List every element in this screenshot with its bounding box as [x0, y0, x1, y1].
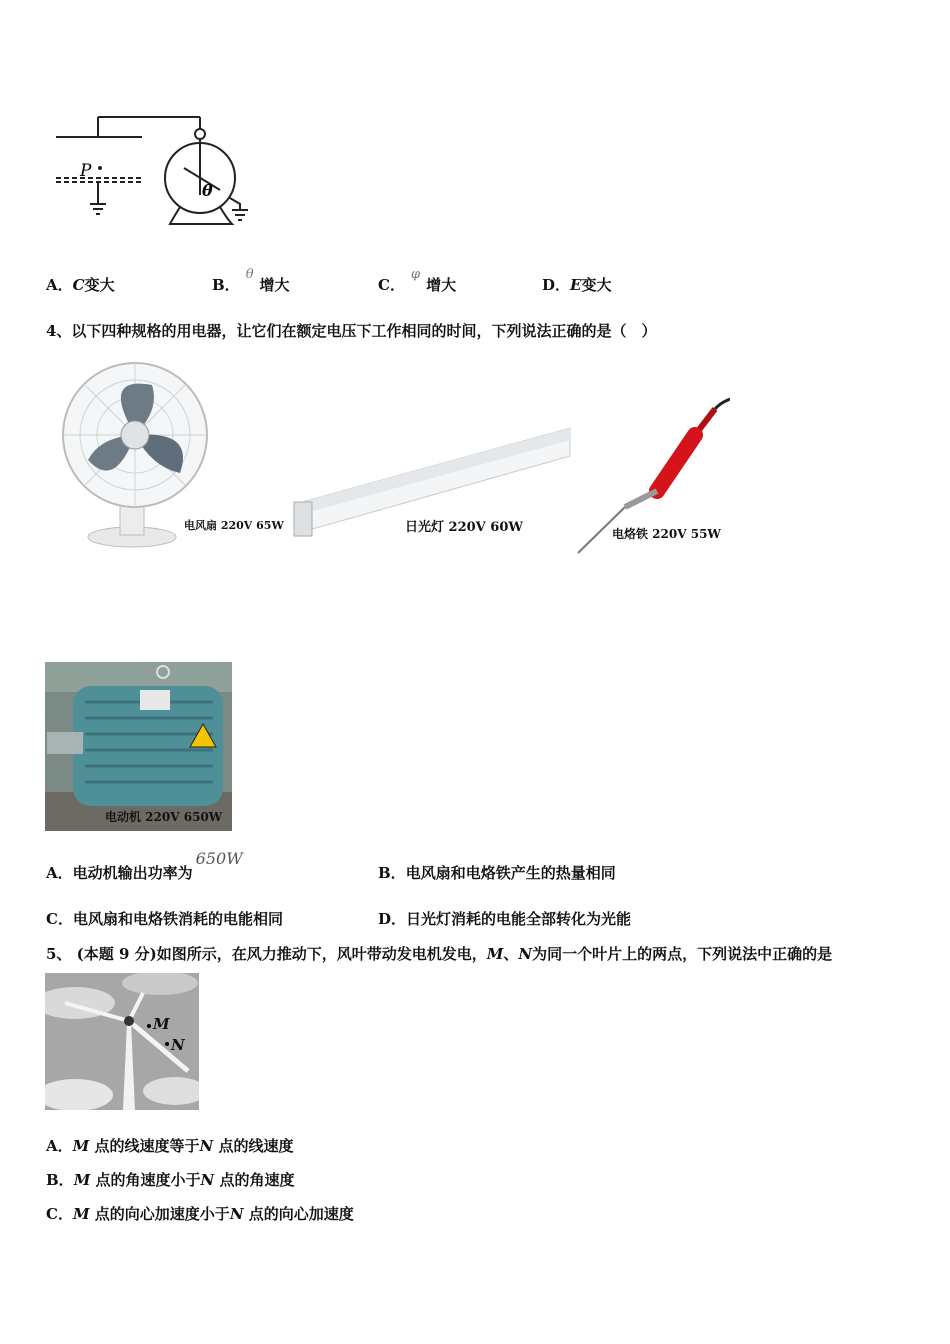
q3-option-d[interactable]: D．E变大 [542, 276, 612, 294]
point-m-label: M [153, 1015, 170, 1033]
motor-spec-label: 电动机 220V 650W [105, 810, 223, 824]
point-n-label: N [171, 1036, 185, 1054]
theta-symbol: θ [245, 267, 254, 282]
fan-spec-label: 电风扇 220V 65W [184, 519, 284, 532]
phi-symbol: φ [410, 267, 421, 282]
q5-option-a[interactable]: A．M 点的线速度等于N 点的线速度 [46, 1137, 294, 1155]
theta-label: θ [202, 181, 213, 200]
point-p-label: P [80, 161, 92, 181]
formula-650w: 650W [195, 849, 243, 868]
wind-turbine-image [45, 973, 199, 1110]
soldering-iron-image [575, 395, 730, 555]
q3-option-b[interactable]: B．θ增大 [212, 267, 290, 294]
iron-spec-label: 电烙铁 220V 55W [612, 527, 721, 541]
q5-option-b[interactable]: B．M 点的角速度小于N 点的角速度 [46, 1171, 295, 1189]
lamp-spec-label: 日光灯 220V 60W [405, 520, 523, 535]
q5-stem: 5、 (本题 9 分)如图所示，在风力推动下，风叶带动发电机发电，M、N为同一个叶片上的两点，下列说法中正确的是 [46, 945, 833, 963]
q3-option-a[interactable]: A．C变大 [46, 276, 115, 294]
q4-stem: 4、以下四种规格的用电器，让它们在额定电压下工作相同的时间，下列说法正确的是（ ） [46, 322, 657, 340]
q4-option-d[interactable]: D．日光灯消耗的电能全部转化为光能 [378, 910, 632, 928]
electric-motor-image [45, 662, 232, 831]
q5-option-c[interactable]: C．M 点的向心加速度小于N 点的向心加速度 [46, 1205, 354, 1223]
q4-option-a[interactable]: A．电动机输出功率为650W [46, 849, 243, 882]
fluorescent-lamp-image [290, 420, 575, 540]
q3-option-c[interactable]: C．φ增大 [378, 267, 457, 294]
electric-fan-image [60, 355, 285, 555]
q4-option-b[interactable]: B．电风扇和电烙铁产生的热量相同 [378, 864, 616, 882]
q4-option-c[interactable]: C．电风扇和电烙铁消耗的电能相同 [46, 910, 283, 928]
electroscope-capacitor-diagram [50, 110, 260, 240]
